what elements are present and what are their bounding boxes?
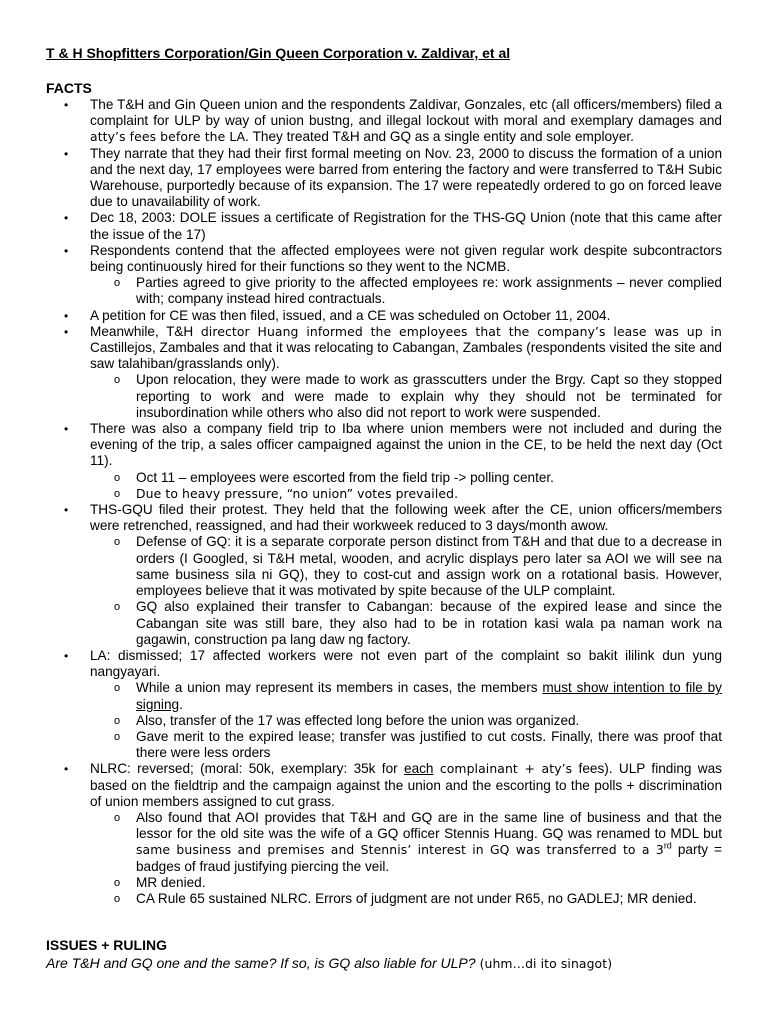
sub-text xyxy=(136,275,722,306)
text-run: The T&H and Gin Queen union and the respondents Zaldivar, Gonzales, etc (all officers/members) filed a complaint for ULP by way of union bustng, and illegal lockout with moral and exemplary damages and xyxy=(90,97,722,129)
bullet-icon: • xyxy=(64,503,69,518)
sub-bullet-icon: o xyxy=(114,487,121,500)
sub-text xyxy=(136,372,722,419)
sub-bullet-icon: o xyxy=(114,374,121,387)
text-run: must show intention to file by signing xyxy=(136,680,722,712)
text-run: Upon relocation, they were made to work as grasscutters under the Brgy. Capt so they stopped reporting to work and were made to explain why they should not be terminated for insubordination while others who also did not report to work were suspended. xyxy=(136,372,722,420)
sub-item xyxy=(114,485,722,502)
text-run: . xyxy=(179,696,183,712)
issue-question-text: Are T&H and GQ one and the same? If so, is GQ also liable for ULP? xyxy=(46,955,476,971)
fact-text xyxy=(90,243,722,274)
sub-list xyxy=(90,810,722,907)
bullet-icon: • xyxy=(64,243,69,258)
issues-heading: ISSUES + RULING xyxy=(46,937,167,953)
text-run: Oct 11 – employees were escorted from the field trip -> polling center. xyxy=(136,469,554,485)
sub-item xyxy=(114,809,722,875)
fact-item xyxy=(0,324,768,421)
sub-text xyxy=(136,713,579,728)
sub-item xyxy=(114,469,722,486)
fact-text xyxy=(90,648,722,679)
sub-list xyxy=(90,470,722,502)
text-run: fees). ULP finding was based on the fieldtrip and the campaign against the union and the escorting to the polls + discrimination of union members assigned to cut grass. xyxy=(90,761,722,809)
text-run: Also, transfer of the 17 was effected long before the union was organized. xyxy=(136,712,580,728)
fact-text xyxy=(90,421,722,468)
text-run: Castillejos, Zambales and that it was relocating to Cabangan, Zambales (respondents visited the site and saw talahiban/grasslands only). xyxy=(90,340,722,372)
text-run: complainant + aty’s xyxy=(439,761,573,777)
text-run: Respondents contend that the affected employees were not given regular work despite subcontractors being continuously hired for their functions so they went to the NCMB. xyxy=(90,242,722,275)
fact-item xyxy=(0,146,768,211)
text-run: They treated T&H and GQ as a single entity and sole employer. xyxy=(249,129,634,145)
fact-item xyxy=(0,761,768,907)
sub-text xyxy=(136,486,458,501)
sub-text xyxy=(136,470,554,485)
bullet-icon: • xyxy=(64,422,69,437)
sub-item xyxy=(114,890,722,907)
bullet-icon: • xyxy=(64,211,69,226)
facts-list xyxy=(0,97,768,907)
sub-item xyxy=(114,874,722,891)
bullet-icon: • xyxy=(64,324,69,339)
facts-heading: FACTS xyxy=(46,80,92,96)
fact-text xyxy=(90,210,722,241)
sub-bullet-icon: o xyxy=(114,682,121,695)
sub-item xyxy=(114,372,722,421)
sub-text xyxy=(136,599,722,646)
sub-bullet-icon: o xyxy=(114,714,121,727)
fact-text xyxy=(90,324,722,371)
fact-item xyxy=(0,308,768,324)
issue-question xyxy=(46,955,612,971)
sub-text xyxy=(136,875,206,890)
sub-bullet-icon: o xyxy=(114,471,121,484)
text-run: GQ also explained their transfer to Cabangan: because of the expired lease and since the Cabangan site was still bare, they also had to be in rotation kasi wala pa naman work na gagawin, construction pa lang daw ng factory. xyxy=(136,599,722,647)
facts-content xyxy=(0,97,768,907)
sub-item xyxy=(114,680,722,712)
sub-text xyxy=(136,534,722,598)
case-title: T & H Shopfitters Corporation/Gin Queen Corporation v. Zaldivar, et al xyxy=(46,45,511,61)
sub-item xyxy=(114,712,722,729)
text-run: same business and premises and Stennis’ interest in GQ was transferred to a 3 xyxy=(136,842,664,858)
text-run: Also found that AOI provides that T&H and GQ are in the same line of business and that the lessor for the old site was the wife of a GQ officer Stennis Huang. GQ was renamed to MDL but xyxy=(136,809,722,842)
fact-text xyxy=(90,308,610,323)
bullet-icon: • xyxy=(64,762,69,777)
bullet-icon: • xyxy=(64,648,69,663)
fact-item xyxy=(0,97,768,146)
text-run: Defense of GQ: it is a separate corporate person distinct from T&H and that due to a decrease in orders (I Googled, si T&H metal, wooden, and acrylic displays pero later sa AOI we will see na same business sila ni GQ), they to cost-cut and assign work on a rotational basis. However, employees believe that it was motivated by spite because of the ULP complaint. xyxy=(136,534,722,599)
fact-item xyxy=(0,648,768,761)
sub-item xyxy=(114,534,722,599)
sub-list xyxy=(90,275,722,307)
fact-text xyxy=(90,97,722,144)
text-run: each xyxy=(404,761,434,777)
text-run: Parties agreed to give priority to the affected employees re: work assignments – never complied with; company instead hired contractuals. xyxy=(136,275,722,307)
sub-item xyxy=(114,728,722,761)
bullet-icon: • xyxy=(64,308,69,323)
fact-item xyxy=(0,502,768,648)
text-run: LA: dismissed; 17 affected workers were not even part of the complaint so bakit ililink dun yung nangyayari. xyxy=(90,647,722,680)
text-run: party = badges of fraud justifying piercing the veil. xyxy=(136,842,722,874)
text-run: MR denied. xyxy=(136,874,206,890)
sub-bullet-icon: o xyxy=(114,277,121,290)
text-run: While a union may represent its members in cases, the members xyxy=(136,680,543,696)
sub-list xyxy=(90,372,722,421)
sub-list xyxy=(90,534,722,647)
fact-item xyxy=(0,421,768,502)
fact-item xyxy=(0,210,768,242)
sub-text xyxy=(136,891,697,906)
text-run: Dec 18, 2003: DOLE issues a certificate of Registration for the THS-GQ Union (note that this came after the issue of the 17) xyxy=(90,210,722,242)
sub-text xyxy=(136,729,722,760)
text-run: atty’s fees before the LA. xyxy=(90,129,250,145)
sub-item xyxy=(114,275,722,307)
text-run: THS-GQU filed their protest. They held that the following week after the CE, union officers/members were retrenched, reassigned, and had their workweek reduced to 3 days/month awow. xyxy=(90,502,722,534)
sub-item xyxy=(114,599,722,648)
fact-text xyxy=(90,761,722,808)
sub-bullet-icon: o xyxy=(114,536,121,549)
issue-question-note: (uhm…di ito sinagot) xyxy=(475,956,613,971)
text-run: director Huang informed the employees that the company’s lease was up in xyxy=(200,323,722,339)
bullet-icon: • xyxy=(64,146,69,161)
bullet-icon: • xyxy=(64,98,69,112)
text-run: Due to heavy pressure, “no union” votes prevailed. xyxy=(136,485,459,501)
fact-text xyxy=(90,502,722,533)
text-run: There was also a company field trip to Iba where union members were not included and during the evening of the trip, a sales officer campaigned against the union in the CE, to be held the next day (Oct 11). xyxy=(90,421,722,469)
sub-bullet-icon: o xyxy=(114,876,121,889)
sub-bullet-icon: o xyxy=(114,730,121,743)
text-run: They narrate that they had their first formal meeting on Nov. 23, 2000 to discuss the formation of a union and the next day, 17 employees were barred from entering the factory and were transferred to T&H Subic Warehouse, purportedly because of its expansion. The 17 were repeatedly ordered to go on forced leave due to unavailability of work. xyxy=(90,145,722,210)
text-run: A petition for CE was then filed, issued, and a CE was scheduled on October 11, 2004. xyxy=(90,307,611,323)
text-run: Meanwhile, T&H xyxy=(90,323,201,339)
sub-bullet-icon: o xyxy=(114,601,121,614)
text-run: rd xyxy=(663,840,672,851)
sub-list xyxy=(90,680,722,761)
fact-item xyxy=(0,243,768,308)
fact-text xyxy=(90,146,722,210)
sub-text xyxy=(136,810,722,874)
sub-text xyxy=(136,680,722,711)
sub-bullet-icon: o xyxy=(114,811,121,824)
text-run: CA Rule 65 sustained NLRC. Errors of judgment are not under R65, no GADLEJ; MR denied. xyxy=(136,890,697,906)
text-run: NLRC: reversed; (moral: 50k, exemplary: 35k for xyxy=(90,761,405,777)
text-run: Gave merit to the expired lease; transfer was justified to cut costs. Finally, there was proof that there were less orders xyxy=(136,728,722,761)
sub-bullet-icon: o xyxy=(114,892,121,905)
